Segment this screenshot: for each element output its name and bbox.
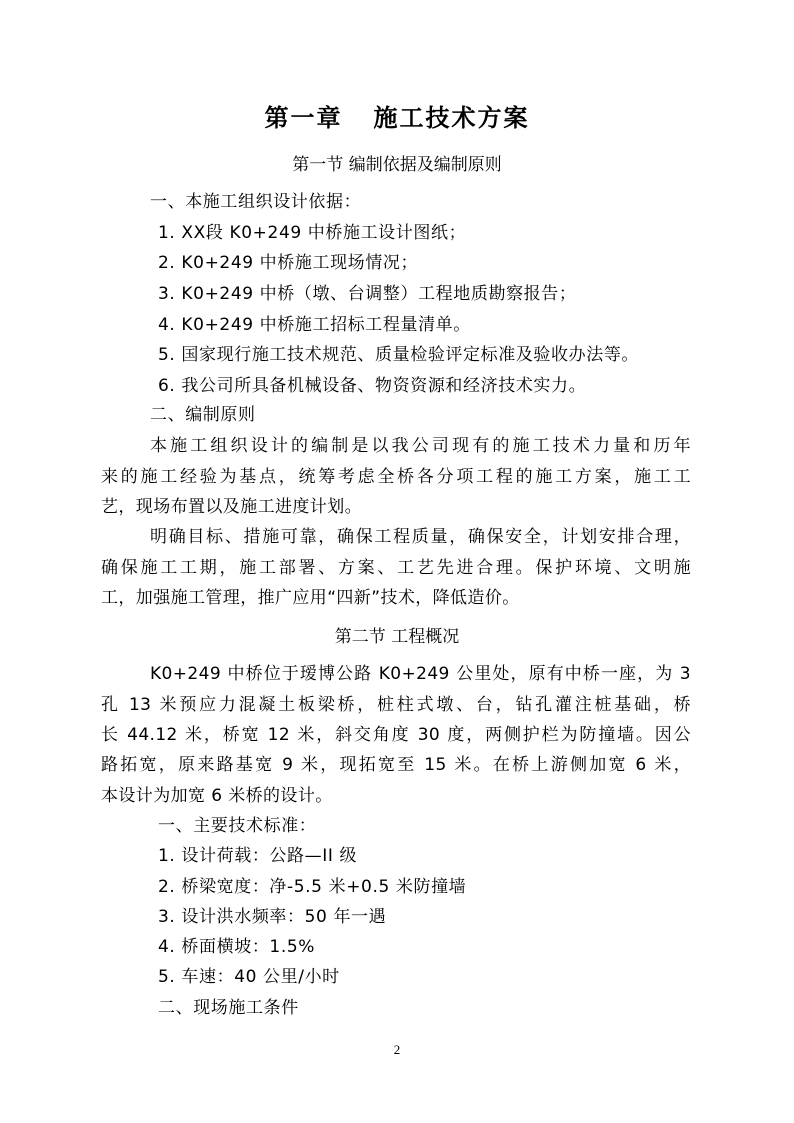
- basis-heading: 一、本施工组织设计依据：: [150, 192, 362, 212]
- section-title-1: 第一节 编制依据及编制原则: [292, 155, 502, 175]
- basis-item: 2. K0+249 中桥施工现场情况；: [158, 253, 419, 273]
- standards-item: 5. 车速：40 公里/小时: [158, 967, 340, 987]
- page-number: 2: [393, 1042, 401, 1057]
- principles-heading: 二、编制原则: [150, 405, 256, 425]
- basis-item: 1. XX段 K0+249 中桥施工设计图纸；: [158, 223, 467, 243]
- paragraph-line: 本施工组织设计的编制是以我公司现有的施工技术力量和历年: [150, 436, 691, 456]
- chapter-title: 第一章 施工技术方案: [264, 103, 530, 132]
- basis-item: 3. K0+249 中桥（墩、台调整）工程地质勘察报告；: [158, 284, 577, 304]
- basis-item: 4. K0+249 中桥施工招标工程量清单。: [158, 315, 471, 335]
- paragraph-line: 本设计为加宽 6 米桥的设计。: [101, 786, 333, 806]
- paragraph-line: 路拓宽，原来路基宽 9 米，现拓宽至 15 米。在桥上游侧加宽 6 米，: [101, 755, 691, 775]
- paragraph-line: K0+249 中桥位于瑷博公路 K0+249 公里处，原有中桥一座，为 3: [150, 664, 691, 684]
- paragraph-line: 确保施工工期，施工部署、方案、工艺先进合理。保护环境、文明施: [101, 558, 691, 578]
- basis-item: 6. 我公司所具备机械设备、物资资源和经济技术实力。: [158, 376, 587, 396]
- paragraph-line: 工，加强施工管理，推广应用“四新”技术，降低造价。: [101, 588, 520, 608]
- standards-heading: 一、主要技术标准：: [158, 816, 317, 836]
- standards-item: 3. 设计洪水频率：50 年一遇: [158, 907, 387, 927]
- basis-item: 5. 国家现行施工技术规范、质量检验评定标准及验收办法等。: [158, 345, 640, 365]
- section-title-2: 第二节 工程概况: [334, 627, 460, 647]
- standards-item: 2. 桥梁宽度：净-5.5 米+0.5 米防撞墙: [158, 877, 467, 897]
- paragraph-line: 明确目标、措施可靠，确保工程质量，确保安全，计划安排合理，: [150, 527, 691, 547]
- paragraph-line: 来的施工经验为基点，统筹考虑全桥各分项工程的施工方案，施工工: [101, 467, 691, 487]
- paragraph-line: 孔 13 米预应力混凝土板梁桥，桩柱式墩、台，钻孔灌注桩基础，桥: [101, 695, 691, 715]
- standards-item: 4. 桥面横坡：1.5%: [158, 937, 316, 957]
- paragraph-line: 艺，现场布置以及施工进度计划。: [101, 497, 362, 517]
- site-conditions-heading: 二、现场施工条件: [158, 998, 299, 1018]
- paragraph-line: 长 44.12 米，桥宽 12 米，斜交角度 30 度，两侧护栏为防撞墙。因公: [101, 725, 691, 745]
- standards-item: 1. 设计荷载：公路—II 级: [158, 846, 358, 866]
